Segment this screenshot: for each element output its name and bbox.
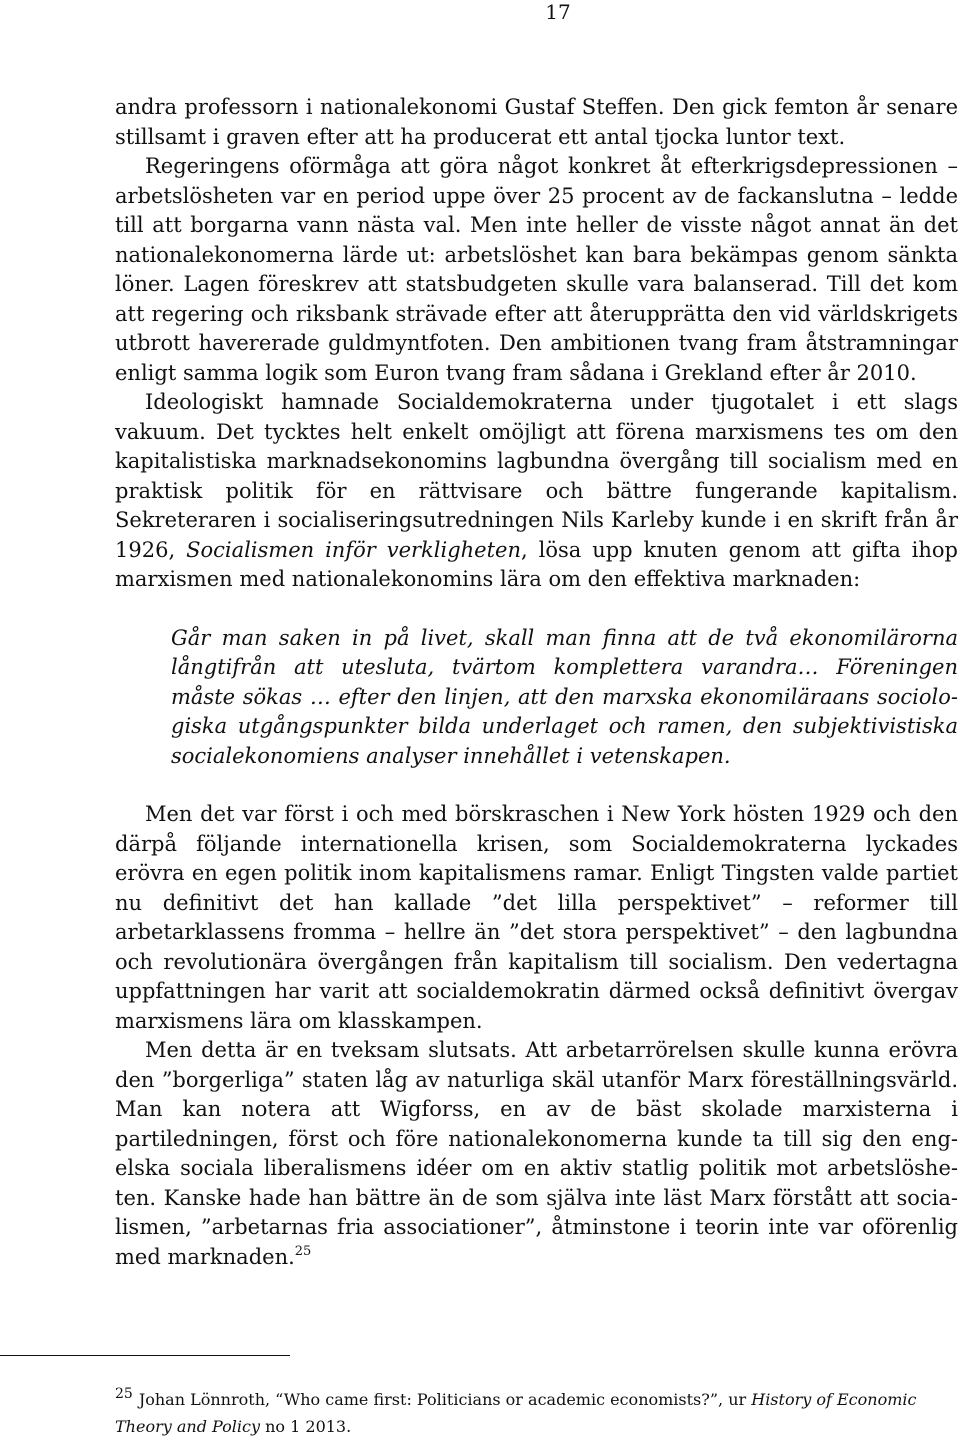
page-number: 17 xyxy=(545,0,571,24)
paragraph-3-text-end: , lösa upp knuten genom att gifta ihop marxismen med nationalekonomins lära om den effektiva marknaden: xyxy=(115,537,958,591)
body-text xyxy=(115,93,958,1272)
book-title: Socialismen inför verkligheten xyxy=(186,537,521,562)
footnote-text: Johan Lönnroth, “Who came first: Politicians or academic economists?”, ur xyxy=(138,1390,752,1409)
paragraph-3-text: Ideologiskt hamnade Socialdemokraterna under tjugotalet i ett slags vakuum. Det tycktes helt enkelt omöjligt att förena marxismens tes om den kapitalistiska marknadsekonomins lagbundna övergång till socialism med en praktisk politik för en rättvisare och bättre fungerande kapitalism. Sekreteraren i socialiseringsutredningen Nils Karleby kunde i en skrift från år 1926, xyxy=(115,390,958,562)
footnote-journal: History of Economic Theory and Policy xyxy=(115,1390,917,1436)
paragraph-2: Regeringens oförmåga att göra något konkret åt efterkrigsdepressionen – arbetslösheten var en period uppe över 25 procent av de fackanslutna – ledde till att borgarna vann nästa val. Men inte heller de visste något annat än det nationalekonomerna lärde ut: arbetslöshet kan bara bekämpas genom sänkta löner. Lagen föreskrev att statsbudgeten skulle vara balanserad. Till det kom att regering och riksbank strävade efter att återupprätta den vid världskrigets utbrott havererade guldmyntfoten. Den ambitionen tvang fram åtstramningar enligt samma logik som Euron tvang fram sådana i Grekland efter år 2010. xyxy=(115,154,958,385)
paragraph-4: Men det var först i och med börskraschen i New York hösten 1929 och den därpå följande internationella krisen, som Socialdemokraterna lyckades erövra en egen politik inom kapitalismens ramar. Enligt Tingsten valde partiet nu definitivt det han kallade ”det lilla perspektivet” – reformer till arbetarklassens fromma – hellre än ”det stora perspektivet” – den lagbundna och revolutionära övergången från kapitalism till socialism. Den vedertagna uppfattningen har varit att socialdemokratin därmed också definitivt övergav marxismens lära om klasskampen. xyxy=(115,802,958,1033)
footnote-reference: 25 xyxy=(294,1243,312,1259)
paragraph-5-text: Men detta är en tveksam slutsats. Att arbetarrörelsen skulle kunna erövra den ”borgerliga” staten låg av naturliga skäl utanför Marx föreställningsvärld. Man kan notera att Wigforss, en av de bäst skolade marxisterna i partiledningen, först och före nationalekonomerna kunde ta till sig den engelska sociala liberalismens idéer om en aktiv statlig politik mot arbetslösheten. Kanske hade han bättre än de som själva inte läst Marx förstått att socialismen, ”arbetarnas fria associationer”, åtminstone i teorin inte var oförenlig med marknaden. xyxy=(115,1038,958,1269)
footnote-text-end: no 1 2013. xyxy=(260,1417,352,1436)
footnote-divider xyxy=(0,1355,290,1356)
footnote xyxy=(115,1386,958,1440)
footnote-number: 25 xyxy=(115,1386,133,1402)
block-quote xyxy=(171,624,958,772)
paragraph-1: andra professorn i nationalekonomi Gustaf Steffen. Den gick femton år senare stillsamt i graven efter att ha producerat ett antal tjocka luntor text. xyxy=(115,95,958,149)
block-quote-text: Går man saken in på livet, skall man finna att de två ekonomilärorna långtifrån att utesluta, tvärtom komplettera varandra… Föreningen måste sökas … efter den linjen, att den marxska ekonomiläraans sociologiska utgångspunkter bilda underlaget och ramen, den subjektivistiska socialekonomiens analyser innehållet i vetenskapen. xyxy=(171,625,958,768)
paragraph-3 xyxy=(115,388,958,595)
paragraph-5 xyxy=(115,1036,958,1272)
